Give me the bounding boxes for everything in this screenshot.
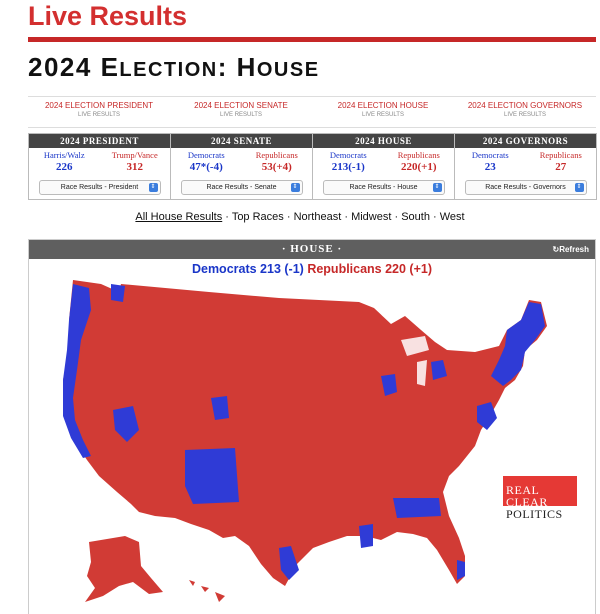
nav-separator: ·: [222, 211, 232, 223]
party-name: Republicans: [539, 150, 582, 160]
link-label[interactable]: 2024 ELECTION HOUSE: [337, 101, 429, 110]
nav-separator: ·: [429, 211, 440, 223]
page-title: [28, 52, 320, 85]
dem-score: [455, 148, 526, 180]
logo-line-real: REAL: [506, 483, 540, 497]
select-arrows-icon: ⇕: [292, 183, 298, 190]
dem-summary: Democrats 213 (-1): [191, 262, 304, 276]
party-name: Republicans: [397, 150, 440, 160]
party-name: Republicans: [255, 150, 298, 160]
election-links-row: [28, 96, 596, 128]
race-results-select-president[interactable]: [39, 180, 161, 195]
title-letter-e: E: [100, 52, 120, 82]
region-nav: [0, 211, 600, 223]
party-name: Democrats: [329, 150, 367, 160]
nav-top-races[interactable]: Top Races: [231, 211, 284, 223]
title-letter-h: H: [236, 52, 257, 82]
nav-midwest[interactable]: Midwest: [351, 211, 392, 223]
link-senate[interactable]: [170, 97, 312, 127]
nav-west[interactable]: West: [439, 211, 465, 223]
logo-line-clear: CLEAR: [506, 495, 548, 509]
scoreboard-house: [313, 134, 455, 199]
nav-all-house-results[interactable]: All House Results: [135, 211, 223, 223]
party-value: 312: [126, 161, 143, 173]
title-year: 2024: [28, 52, 101, 82]
link-sublabel: LIVE RESULTS: [504, 112, 546, 118]
party-value: 220(+1): [400, 161, 437, 173]
party-value: 213(-1): [331, 161, 365, 173]
scoreboard-heading: 2024 HOUSE: [313, 134, 454, 148]
link-governors[interactable]: [454, 97, 596, 127]
rep-score: [526, 148, 597, 180]
dem-score: [29, 148, 100, 180]
nav-separator: ·: [341, 211, 352, 223]
scoreboard-governors: [455, 134, 596, 199]
map-dem-southwest: [185, 448, 239, 504]
dem-score: [313, 148, 384, 180]
link-sublabel: LIVE RESULTS: [220, 112, 262, 118]
party-value: 23: [484, 161, 496, 173]
scoreboard-heading: 2024 PRESIDENT: [29, 134, 170, 148]
link-label[interactable]: 2024 ELECTION GOVERNORS: [467, 101, 583, 110]
scoreboard-senate: [171, 134, 313, 199]
nav-south[interactable]: South: [401, 211, 430, 223]
select-arrows-icon: ⇕: [576, 183, 582, 190]
title-divider: [28, 37, 596, 42]
house-map-panel: [28, 239, 596, 614]
map-alaska: [85, 536, 163, 602]
party-name: Trump/Vance: [111, 150, 158, 160]
realclearpolitics-logo: [503, 476, 577, 526]
dem-score: [171, 148, 242, 180]
map-summary: [29, 262, 595, 276]
house-district-map[interactable]: [29, 280, 595, 614]
link-president[interactable]: [28, 97, 170, 127]
title-word-ouse: OUSE: [256, 59, 320, 81]
link-sublabel: LIVE RESULTS: [362, 112, 404, 118]
scoreboard-heading: 2024 SENATE: [171, 134, 312, 148]
link-label[interactable]: 2024 ELECTION SENATE: [194, 101, 288, 110]
map-heading: · HOUSE ·: [281, 243, 343, 255]
map-header: [29, 240, 595, 259]
race-results-select-senate[interactable]: [181, 180, 303, 195]
select-value: Race Results - House: [349, 184, 418, 191]
party-value: 53(+4): [261, 161, 292, 173]
party-name: Democrats: [471, 150, 509, 160]
select-value: Race Results - Senate: [206, 184, 277, 191]
party-name: Harris/Walz: [43, 150, 85, 160]
refresh-icon: ↻: [552, 245, 560, 254]
rep-score: [100, 148, 171, 180]
party-value: 47*(-4): [189, 161, 223, 173]
title-word-lection: LECTION: [119, 59, 218, 81]
scoreboard-president: [29, 134, 171, 199]
scoreboard: [28, 133, 597, 200]
nav-separator: ·: [391, 211, 402, 223]
link-house[interactable]: [312, 97, 454, 127]
rep-score: [242, 148, 313, 180]
refresh-label: Refresh: [559, 245, 589, 254]
map-hawaii: [189, 580, 225, 602]
select-value: Race Results - Governors: [485, 184, 566, 191]
party-name: Democrats: [187, 150, 225, 160]
select-arrows-icon: ⇕: [150, 183, 156, 190]
scoreboard-heading: 2024 GOVERNORS: [455, 134, 596, 148]
race-results-select-governors[interactable]: [465, 180, 587, 195]
party-value: 27: [555, 161, 567, 173]
nav-separator: ·: [283, 211, 294, 223]
map-dem-deep-south: [393, 498, 441, 518]
nav-northeast[interactable]: Northeast: [293, 211, 342, 223]
map-dem-pacific-nw: [111, 284, 125, 302]
live-results-title: Live Results: [28, 1, 188, 31]
select-arrows-icon: ⇕: [434, 183, 440, 190]
rep-summary: Republicans 220 (+1): [307, 262, 433, 276]
title-colon: :: [217, 52, 237, 82]
logo-line-politics: POLITICS: [506, 507, 563, 521]
link-label[interactable]: 2024 ELECTION PRESIDENT: [44, 101, 154, 110]
refresh-button[interactable]: [553, 240, 590, 259]
rep-score: [384, 148, 455, 180]
party-value: 226: [56, 161, 73, 173]
select-value: Race Results - President: [60, 184, 139, 191]
race-results-select-house[interactable]: [323, 180, 445, 195]
link-sublabel: LIVE RESULTS: [78, 112, 120, 118]
